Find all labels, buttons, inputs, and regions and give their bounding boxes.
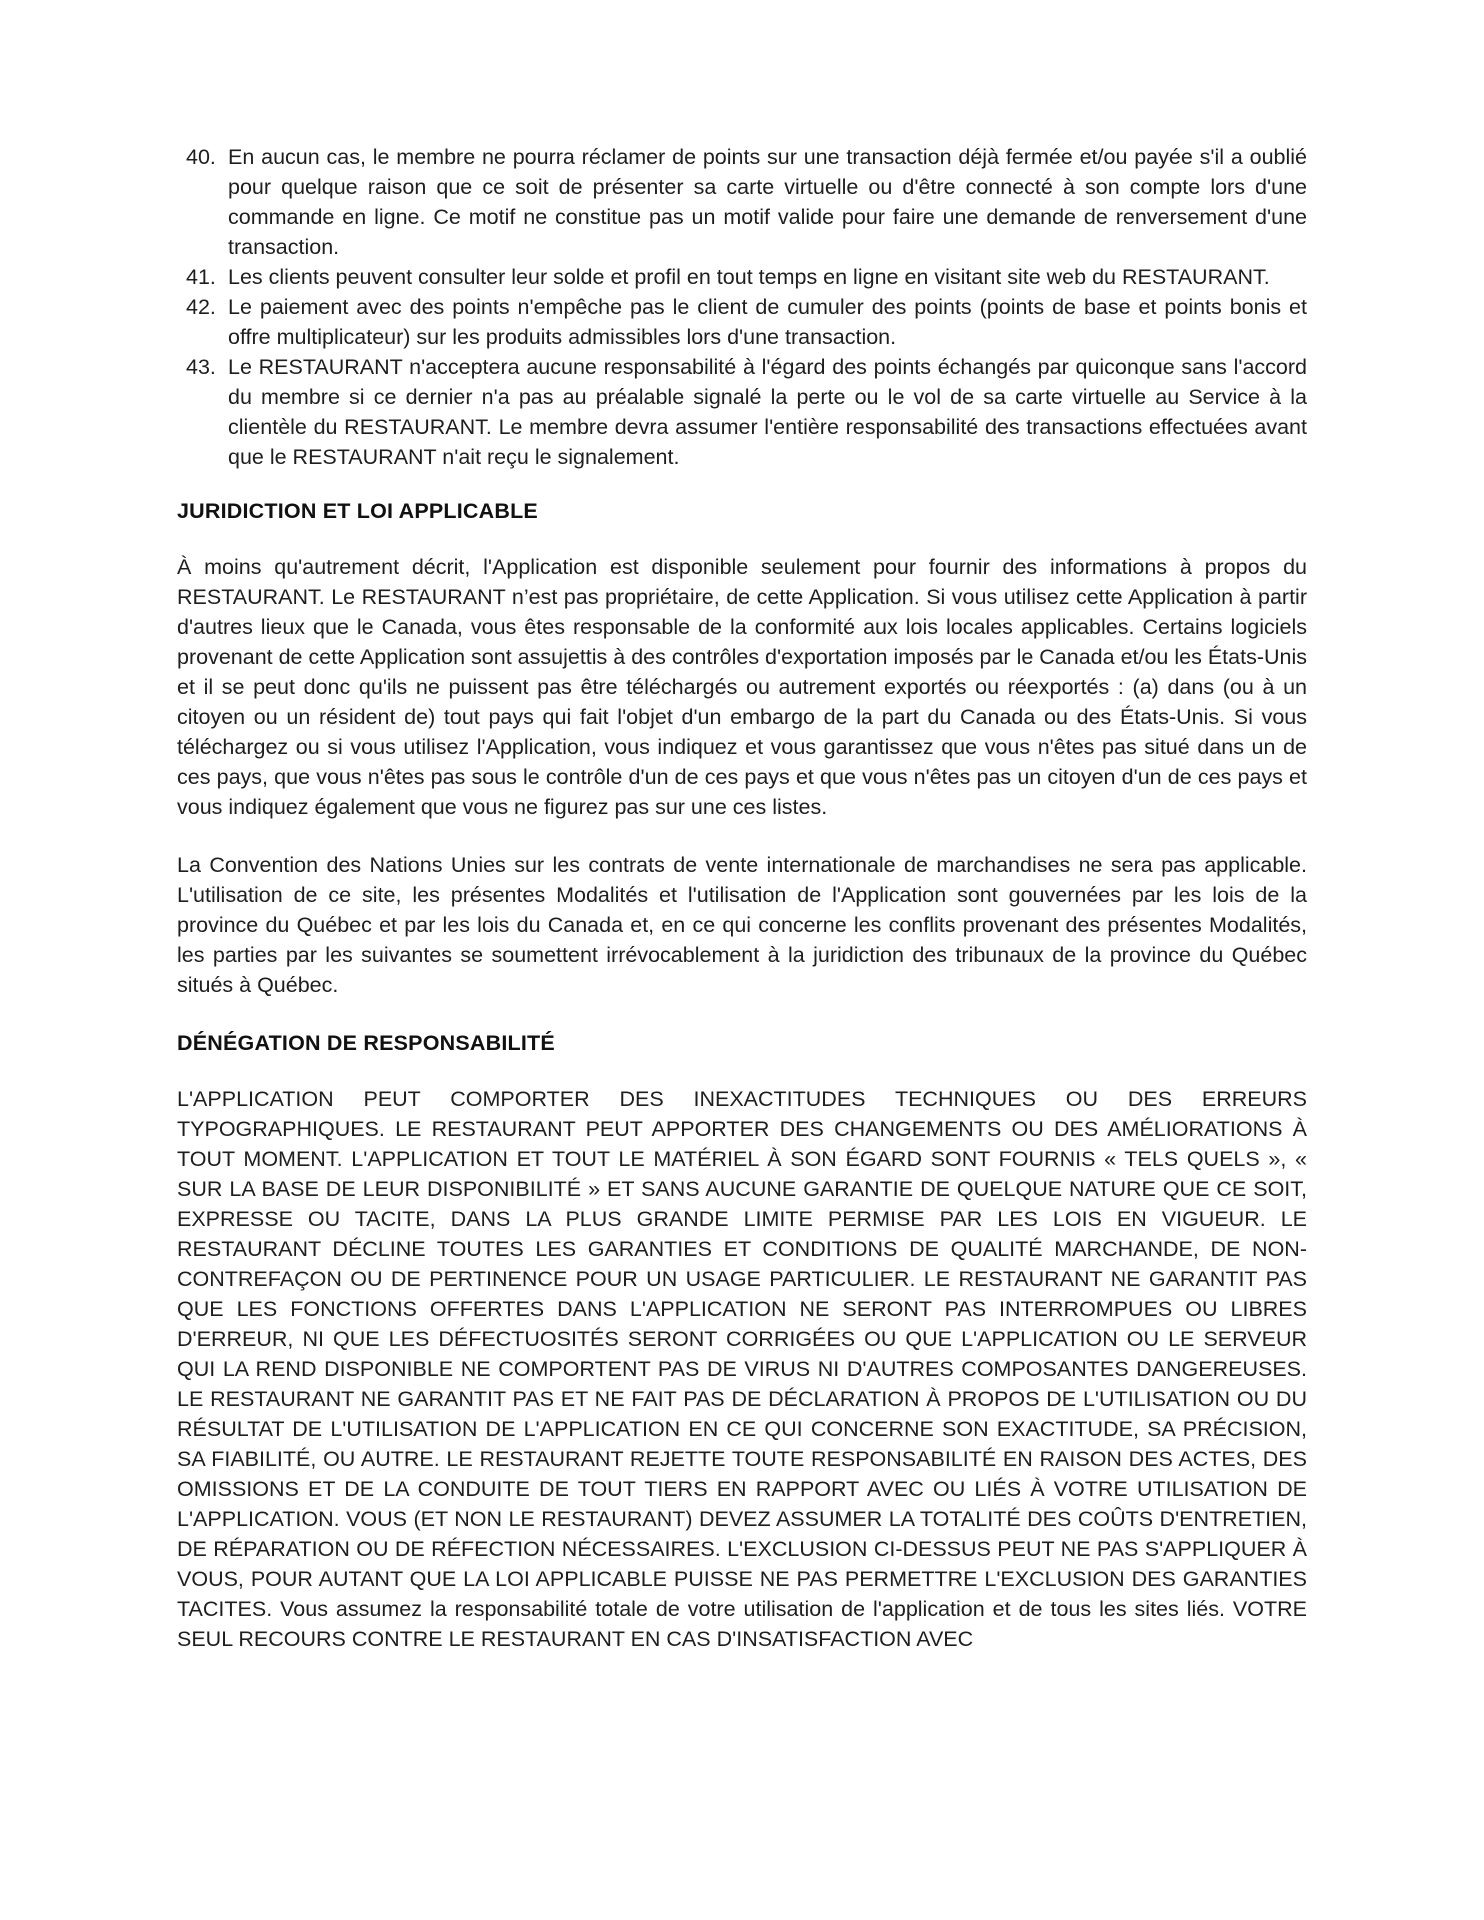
- section-heading-denegation: DÉNÉGATION DE RESPONSABILITÉ: [177, 1031, 555, 1055]
- paragraph-denegation-1: L'APPLICATION PEUT COMPORTER DES INEXACTITUDES TECHNIQUES OU DES ERREURS TYPOGRAPHIQUES. LE RESTAURANT PEUT APPORTER DES CHANGEMENTS OU DES AMÉLIORATIONS À TOUT MOMENT. L'APPLICATION ET TOUT LE MATÉRIEL À SON ÉGARD SONT FOURNIS « TELS QUELS », « SUR LA BASE DE LEUR DISPONIBILITÉ » ET SANS AUCUNE GARANTIE DE QUELQUE NATURE QUE CE SOIT, EXPRESSE OU TACITE, DANS LA PLUS GRANDE LIMITE PERMISE PAR LES LOIS EN VIGUEUR. LE RESTAURANT DÉCLINE TOUTES LES GARANTIES ET CONDITIONS DE QUALITÉ MARCHANDE, DE NON-CONTREFAÇON OU DE PERTINENCE POUR UN USAGE PARTICULIER. LE RESTAURANT NE GARANTIT PAS QUE LES FONCTIONS OFFERTES DANS L'APPLICATION NE SERONT PAS INTERROMPUES OU LIBRES D'ERREUR, NI QUE LES DÉFECTUOSITÉS SERONT CORRIGÉES OU QUE L'APPLICATION OU LE SERVEUR QUI LA REND DISPONIBLE NE COMPORTENT PAS DE VIRUS NI D'AUTRES COMPOSANTES DANGEREUSES. LE RESTAURANT NE GARANTIT PAS ET NE FAIT PAS DE DÉCLARATION À PROPOS DE L'UTILISATION OU DU RÉSULTAT DE L'UTILISATION DE L'APPLICATION EN CE QUI CONCERNE SON EXACTITUDE, SA PRÉCISION, SA FIABILITÉ, OU AUTRE. LE RESTAURANT REJETTE TOUTE RESPONSABILITÉ EN RAISON DES ACTES, DES OMISSIONS ET DE LA CONDUITE DE TOUT TIERS EN RAPPORT AVEC OU LIÉS À VOTRE UTILISATION DE L'APPLICATION. VOUS (ET NON LE RESTAURANT) DEVEZ ASSUMER LA TOTALITÉ DES COÛTS D'ENTRETIEN, DE RÉPARATION OU DE RÉFECTION NÉCESSAIRES. L'EXCLUSION CI-DESSUS PEUT NE PAS S'APPLIQUER À VOUS, POUR AUTANT QUE LA LOI APPLICABLE PUISSE NE PAS PERMETTRE L'EXCLUSION DES GARANTIES TACITES. Vous assumez la responsabilité totale de votre utilisation de l'application et de tous les sites liés. VOTRE SEUL RECOURS CONTRE LE RESTAURANT EN CAS D'INSATISFACTION AVEC: [177, 1087, 1307, 1651]
- paragraph-juridiction-2: La Convention des Nations Unies sur les contrats de vente internationale de marchandises ne sera pas applicable. L'utilisation de ce site, les présentes Modalités et l'utilisation de l'Application sont gouvernées par les lois de la province du Québec et par les lois du Canada et, en ce qui concerne les conflits provenant des présentes Modalités, les parties par les suivantes se soumettent irrévocablement à la juridiction des tribunaux de la province du Québec situés à Québec.: [177, 853, 1307, 997]
- terms-list: [177, 142, 1307, 472]
- list-item-number: 43.: [186, 355, 216, 379]
- terms-list-item-43: [177, 352, 1307, 472]
- list-item-number: 41.: [186, 265, 216, 289]
- list-item-text: Les clients peuvent consulter leur solde et profil en tout temps en ligne en visitant site web du RESTAURANT.: [228, 265, 1270, 289]
- list-item-text: En aucun cas, le membre ne pourra réclamer de points sur une transaction déjà fermée et/ou payée s'il a oublié pour quelque raison que ce soit de présenter sa carte virtuelle ou d'être connecté à son compte lors d'une commande en ligne. Ce motif ne constitue pas un motif valide pour faire une demande de renversement d'une transaction.: [228, 145, 1307, 259]
- paragraph-juridiction-1: À moins qu'autrement décrit, l'Application est disponible seulement pour fournir des informations à propos du RESTAURANT. Le RESTAURANT n’est pas propriétaire, de cette Application. Si vous utilisez cette Application à partir d'autres lieux que le Canada, vous êtes responsable de la conformité aux lois locales applicables. Certains logiciels provenant de cette Application sont assujettis à des contrôles d'exportation imposés par le Canada et/ou les États-Unis et il se peut donc qu'ils ne puissent pas être téléchargés ou autrement exportés ou réexportés : (a) dans (ou à un citoyen ou un résident de) tout pays qui fait l'objet d'un embargo de la part du Canada ou des États-Unis. Si vous téléchargez ou si vous utilisez l'Application, vous indiquez et vous garantissez que vous n'êtes pas situé dans un de ces pays, que vous n'êtes pas sous le contrôle d'un de ces pays et que vous n'êtes pas un citoyen d'un de ces pays et vous indiquez également que vous ne figurez pas sur une ces listes.: [177, 555, 1307, 819]
- terms-list-item-40: [177, 142, 1307, 262]
- section-heading-juridiction: JURIDICTION ET LOI APPLICABLE: [177, 499, 538, 523]
- list-item-text: Le RESTAURANT n'acceptera aucune responsabilité à l'égard des points échangés par quiconque sans l'accord du membre si ce dernier n'a pas au préalable signalé la perte ou le vol de sa carte virtuelle au Service à la clientèle du RESTAURANT. Le membre devra assumer l'entière responsabilité des transactions effectuées avant que le RESTAURANT n'ait reçu le signalement.: [228, 355, 1307, 469]
- list-item-text: Le paiement avec des points n'empêche pas le client de cumuler des points (points de base et points bonis et offre multiplicateur) sur les produits admissibles lors d'une transaction.: [228, 295, 1307, 349]
- list-item-number: 40.: [186, 145, 216, 169]
- terms-list-item-42: [177, 292, 1307, 352]
- list-item-number: 42.: [186, 295, 216, 319]
- terms-list-item-41: [177, 262, 1307, 292]
